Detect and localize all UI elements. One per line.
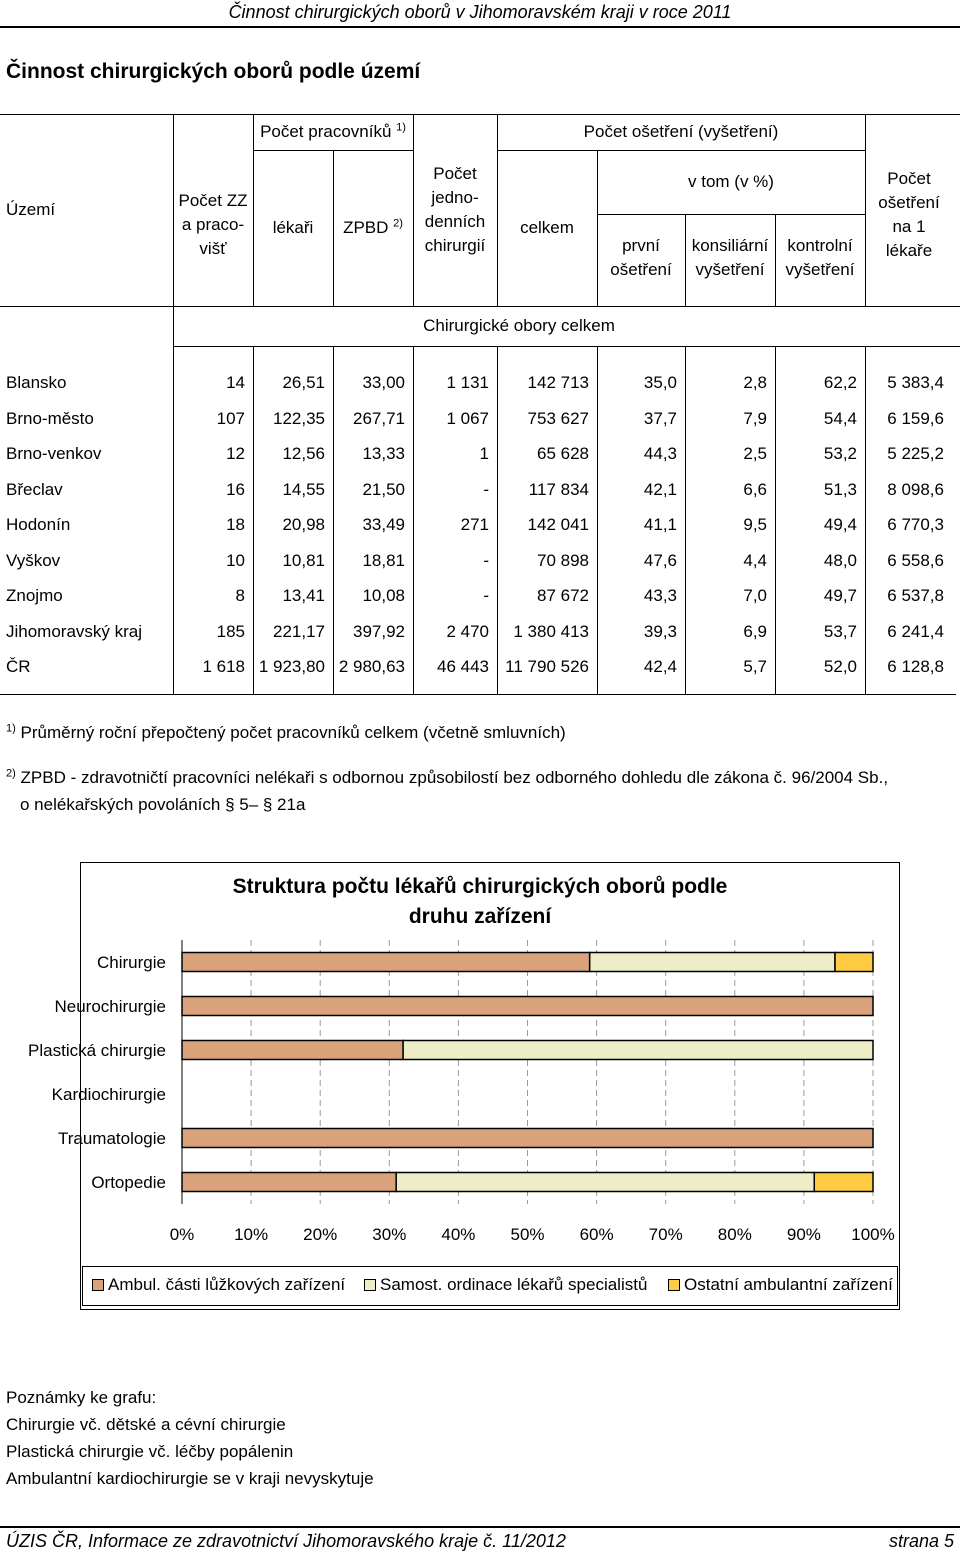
row-cell: 1 923,80 [258, 657, 325, 676]
row-cell: 142 713 [527, 373, 589, 392]
row-cell: 20,98 [282, 515, 325, 534]
bar-segment [182, 1173, 396, 1192]
x-tick-label: 80% [717, 1225, 752, 1244]
chart-notes [6, 1384, 374, 1492]
row-cell: 6 537,8 [887, 586, 944, 605]
row-cell: 10 [226, 550, 245, 570]
row-cell: 221,17 [273, 621, 325, 641]
row-cell: 35,0 [643, 373, 677, 392]
row-cell: 53,7 [823, 621, 857, 641]
notes-line: Plastická chirurgie vč. léčby popálenin [6, 1442, 294, 1461]
x-tick-label: 100% [851, 1225, 895, 1244]
row-cell: 397,92 [353, 621, 405, 641]
legend-item [364, 1275, 647, 1295]
x-tick-label: 0% [169, 1225, 195, 1244]
header-consult: konsiliární vyšetření [691, 236, 769, 279]
row-cell: 185 [216, 621, 245, 641]
notes-line: Ambulantní kardiochirurgie se v kraji nevyskytuje [6, 1469, 374, 1488]
section-title: Činnost chirurgických oborů podle území [6, 60, 421, 83]
row-cell: 48,0 [823, 550, 857, 570]
row-cell: 14,55 [282, 479, 325, 499]
row-territory: ČR [6, 657, 31, 676]
row-cell: 8 [235, 586, 245, 605]
legend-swatch [364, 1279, 376, 1291]
row-territory: Břeclav [6, 479, 63, 499]
row-cell: 7,9 [743, 408, 767, 428]
row-cell: 1 131 [446, 373, 489, 392]
row-cell: 6,6 [743, 479, 767, 499]
row-cell: 52,0 [823, 657, 857, 676]
row-cell: 2,5 [743, 444, 767, 463]
header-workers-group: Počet pracovníků $^{1)}$ [260, 121, 406, 141]
category-label: Neurochirurgie [54, 997, 166, 1016]
row-cell: 753 627 [527, 408, 589, 428]
footnote-2: $^{2)}$ ZPBD - zdravotničtí pracovníci nelékaři s odbornou způsobilostí bez odborného dohledu dle zákona č. 96/2004 Sb., [6, 767, 889, 787]
x-tick-label: 40% [441, 1225, 476, 1244]
table-subheading: Chirurgické obory celkem [423, 316, 615, 335]
bar-segment [182, 1041, 403, 1060]
row-cell: 33,00 [362, 373, 405, 392]
row-cell: 10,08 [362, 586, 405, 605]
row-cell: 11 790 526 [505, 657, 589, 676]
row-cell: 42,4 [643, 657, 677, 676]
header-exams-group: Počet ošetření (vyšetření) [583, 122, 779, 141]
row-cell: 7,0 [743, 586, 767, 605]
row-cell: 117 834 [528, 479, 589, 499]
header-total: celkem [520, 218, 574, 237]
row-cell: 53,2 [823, 444, 857, 463]
x-tick-label: 20% [303, 1225, 338, 1244]
row-cell: - [483, 479, 489, 499]
row-cell: 5,7 [743, 657, 767, 676]
x-tick-label: 90% [786, 1225, 821, 1244]
row-cell: 37,7 [643, 408, 677, 428]
row-cell: 1 067 [446, 408, 489, 428]
bar-segment [814, 1173, 873, 1192]
row-cell: - [483, 550, 489, 570]
row-cell: 49,7 [823, 586, 857, 605]
row-cell: 54,4 [823, 408, 857, 428]
running-header: Činnost chirurgických oborů v Jihomoravském kraji v roce 2011 [228, 2, 732, 22]
legend-item [92, 1275, 345, 1295]
row-cell: 5 225,2 [887, 444, 944, 463]
bar-segment [403, 1041, 873, 1060]
row-cell: 13,33 [362, 444, 405, 463]
row-cell: 46 443 [437, 657, 489, 676]
footer-source: ÚZIS ČR, Informace ze zdravotnictví Jihomoravského kraje č. 11/2012 [6, 1531, 566, 1551]
footer-divider [0, 1526, 960, 1528]
x-tick-label: 60% [579, 1225, 614, 1244]
row-cell: 6,9 [743, 621, 767, 641]
row-cell: 267,71 [353, 408, 405, 428]
chart-title-text: Struktura počtu lékařů chirurgických oborů podle druhu zařízení [232, 875, 728, 928]
row-cell: 44,3 [643, 444, 677, 463]
row-territory: Znojmo [6, 586, 63, 605]
row-cell: 107 [216, 408, 245, 428]
header-one-day: Počet jedno-denních chirurgií [424, 164, 486, 255]
row-cell: 1 [479, 444, 489, 463]
row-cell: 6 770,3 [887, 515, 944, 534]
row-cell: 1 380 413 [513, 621, 589, 641]
x-tick-label: 10% [234, 1225, 269, 1244]
header-zpbd: ZPBD $^{2)}$ [343, 217, 403, 237]
row-cell: 43,3 [643, 586, 677, 605]
row-territory: Blansko [6, 373, 67, 392]
category-label: Chirurgie [97, 953, 166, 972]
row-cell: 18,81 [362, 550, 405, 570]
category-label: Kardiochirurgie [51, 1085, 166, 1104]
row-cell: 13,41 [282, 586, 325, 605]
row-cell: 21,50 [362, 479, 405, 499]
row-cell: 18 [226, 515, 245, 534]
row-cell: 14 [226, 373, 245, 392]
legend-swatch [668, 1279, 680, 1291]
row-cell: 4,4 [743, 550, 767, 570]
header-control: kontrolní vyšetření [785, 236, 855, 279]
row-cell: 12,56 [282, 444, 325, 463]
header-per-doctor: Počet ošetření na 1 lékaře [878, 169, 940, 260]
row-cell: 6 241,4 [887, 621, 944, 641]
row-cell: 62,2 [823, 373, 857, 392]
category-label: Plastická chirurgie [28, 1041, 166, 1060]
category-label: Ortopedie [91, 1173, 166, 1192]
bar-segment [396, 1173, 814, 1192]
x-tick-label: 70% [648, 1225, 683, 1244]
legend-item [668, 1275, 893, 1295]
row-cell: 271 [460, 515, 489, 534]
row-cell: 41,1 [643, 515, 677, 534]
row-cell: 87 672 [537, 586, 589, 605]
header-zz-count: Počet ZZ a praco-višť [178, 191, 248, 258]
row-cell: 49,4 [823, 515, 857, 534]
row-cell: 6 128,8 [887, 657, 944, 676]
row-cell: 26,51 [282, 373, 325, 392]
row-cell: 122,35 [273, 408, 325, 428]
row-cell: - [483, 586, 489, 605]
legend-label: Samost. ordinace lékařů specialistů [380, 1275, 648, 1294]
row-territory: Brno-venkov [6, 444, 102, 463]
row-cell: 39,3 [643, 621, 677, 641]
row-cell: 42,1 [643, 479, 677, 499]
category-label: Traumatologie [57, 1129, 166, 1148]
row-cell: 2 470 [446, 621, 489, 641]
legend-label: Ambul. části lůžkových zařízení [108, 1275, 346, 1294]
row-cell: 2 980,63 [338, 657, 405, 676]
legend-label: Ostatní ambulantní zařízení [684, 1275, 893, 1294]
row-cell: 2,8 [743, 373, 767, 392]
header-first: první ošetření [610, 236, 672, 279]
row-territory: Jihomoravský kraj [6, 621, 143, 641]
row-cell: 9,5 [743, 515, 767, 534]
x-tick-label: 50% [510, 1225, 545, 1244]
row-cell: 142 041 [527, 515, 589, 534]
notes-line: Chirurgie vč. dětské a cévní chirurgie [6, 1415, 286, 1434]
row-territory: Hodonín [6, 515, 71, 534]
row-cell: 16 [226, 479, 245, 499]
bar-segment [182, 997, 873, 1016]
footnote-1: $^{1)}$ Průměrný roční přepočtený počet pracovníků celkem (včetně smluvních) [6, 722, 566, 742]
bar-segment [590, 953, 835, 972]
row-cell: 6 558,6 [887, 550, 944, 570]
row-cell: 51,3 [823, 479, 857, 499]
row-cell: 1 618 [202, 657, 245, 676]
row-cell: 12 [226, 444, 245, 463]
header-of-which: v tom (v %) [688, 172, 774, 191]
row-territory: Brno-město [6, 408, 94, 428]
row-cell: 33,49 [362, 515, 405, 534]
footnote-2-cont: o nelékařských povoláních § 5– § 21a [20, 795, 306, 814]
bar-segment [182, 953, 590, 972]
header-territory: Území [6, 200, 56, 219]
row-cell: 70 898 [537, 550, 589, 570]
header-doctors: lékaři [272, 218, 314, 237]
row-cell: 5 383,4 [887, 373, 944, 392]
notes-heading: Poznámky ke grafu: [6, 1388, 157, 1407]
row-cell: 47,6 [643, 550, 677, 570]
bar-segment [835, 953, 873, 972]
row-cell: 65 628 [537, 444, 589, 463]
row-cell: 10,81 [282, 550, 325, 570]
row-territory: Vyškov [6, 550, 61, 570]
legend-swatch [92, 1279, 104, 1291]
bar-segment [182, 1129, 873, 1148]
row-cell: 8 098,6 [887, 479, 944, 499]
x-tick-label: 30% [372, 1225, 407, 1244]
row-cell: 6 159,6 [887, 408, 944, 428]
footer-page-number: strana 5 [888, 1531, 954, 1551]
